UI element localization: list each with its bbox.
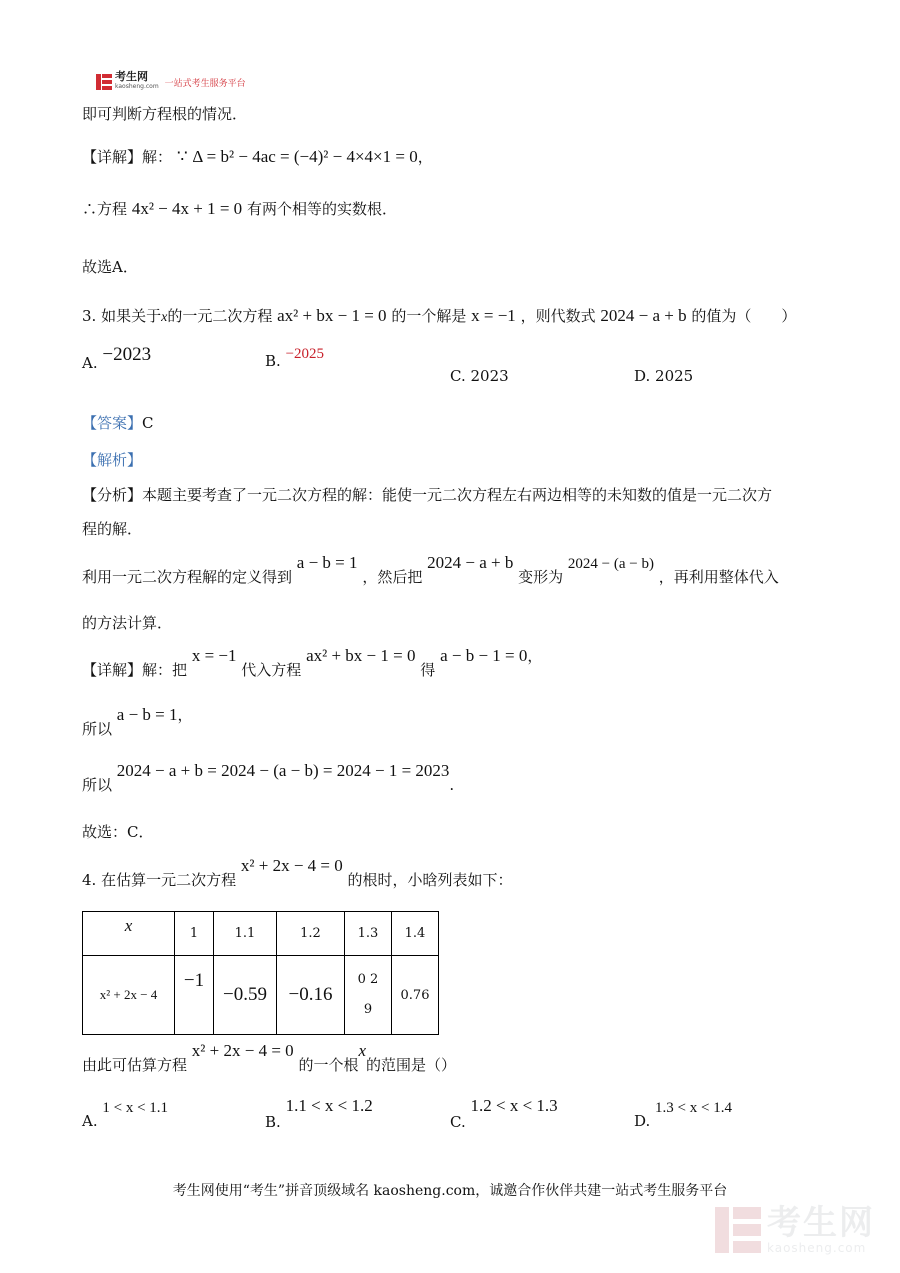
table-cell: −0.59: [214, 956, 277, 1035]
q3-eq-ab: a − b = 1: [296, 553, 358, 572]
q3-analysis-label: 【解析】: [82, 451, 143, 469]
q4-equation: x² + 2x − 4 = 0: [240, 856, 343, 875]
watermark-name: 考生网: [767, 1203, 875, 1243]
q3-final-equation: 2024 − a + b = 2024 − (a − b) = 2024 − 1 = 2023: [116, 761, 450, 780]
site-logo: [96, 72, 246, 92]
prev-detail-line: 【详解】解： ∵ Δ = b² − 4ac = (−4)² − 4×4×1 = 0，: [82, 147, 433, 166]
table-cell: 0.76: [392, 956, 439, 1035]
table-header-x: x: [83, 912, 175, 956]
q3-equation: ax² + bx − 1 = 0: [277, 306, 387, 325]
table-cell: 1.2: [277, 912, 345, 956]
q3-option-d[interactable]: D. 2025: [634, 367, 694, 385]
q4-option-a[interactable]: A. 1 < x < 1.1: [82, 1100, 169, 1130]
table-cell: 1.1: [214, 912, 277, 956]
q3-method-line: 利用一元二次方程解的定义得到 a − b = 1 ，然后把 2024 − a + b 变形为 2024 − (a − b) ，再利用整体代入: [82, 553, 779, 586]
table-cell: −0.16: [277, 956, 345, 1035]
q3-fenxi-line2: 程的解．: [82, 520, 143, 538]
q3-method-end: 的方法计算．: [82, 614, 173, 632]
logo-slogan: 一站式考生服务平台: [164, 78, 246, 89]
q3-choose: 故选：C．: [82, 823, 154, 841]
table-cell: 1.4: [392, 912, 439, 956]
table-cell: 1.3: [345, 912, 392, 956]
q3-detail-line: 【详解】解：把 x = −1 代入方程 ax² + bx − 1 = 0 得 a − b − 1 = 0，: [82, 646, 543, 679]
watermark-mark-icon: [715, 1207, 761, 1253]
q3-answer: 【答案】C: [82, 414, 154, 432]
q3-option-b[interactable]: B. −2025: [265, 346, 325, 370]
q4-option-b[interactable]: B. 1.1 < x < 1.2: [265, 1096, 373, 1131]
q3-so2-line: 所以 2024 − a + b = 2024 − (a − b) = 2024 − 1 = 2023.: [82, 761, 455, 794]
table-cell: 0 2 9: [345, 956, 392, 1035]
q4-stem: 4. 在估算一元二次方程 x² + 2x − 4 = 0 的根时，小晗列表如下：: [82, 856, 513, 889]
logo-domain: kaosheng.com: [115, 83, 159, 90]
watermark-domain: kaosheng.com: [767, 1241, 867, 1255]
prev-equation: 4x² − 4x + 1 = 0: [131, 199, 243, 218]
q3-option-a[interactable]: A. −2023: [82, 344, 152, 372]
delta-formula: Δ = b² − 4ac = (−4)² − 4×4×1 = 0: [192, 147, 418, 166]
table-header-fx: x² + 2x − 4: [83, 956, 175, 1035]
table-cell: 1: [175, 912, 214, 956]
estimate-table: [82, 911, 439, 1035]
q3-stem: 3. 如果关于x的一元二次方程 ax² + bx − 1 = 0 的一个解是 x = −1 ，则代数式 2024 − a + b 的值为（ ）: [82, 306, 797, 325]
watermark-logo: [715, 1205, 875, 1255]
q3-solution: x = −1: [471, 306, 516, 325]
logo-mark-icon: [96, 74, 112, 90]
table-row: [83, 956, 439, 1035]
q3-expression: 2024 − a + b: [600, 306, 687, 325]
q3-so1-line: 所以 a − b = 1，: [82, 705, 193, 738]
q3-fenxi-line1: 【分析】本题主要考查了一元二次方程的解：能使一元二次方程左右两边相等的未知数的值是一元二次方: [82, 486, 773, 504]
table-row: [83, 912, 439, 956]
prev-choice: 故选A．: [82, 258, 138, 276]
q3-number: 3.: [82, 307, 97, 325]
page-footer: 考生网使用“考生”拼音顶级域名 kaosheng.com，诚邀合作伙伴共建一站式考生服务平台: [172, 1183, 728, 1199]
q4-number: 4.: [82, 871, 97, 889]
prev-conclusion-line: ∴方程 4x² − 4x + 1 = 0 有两个相等的实数根．: [82, 199, 397, 218]
q4-question-line: 由此可估算方程 x² + 2x − 4 = 0 的一个根x的范围是（）: [82, 1041, 457, 1074]
q4-option-c[interactable]: C. 1.2 < x < 1.3: [450, 1096, 558, 1131]
q3-option-c[interactable]: C. 2023: [450, 367, 509, 385]
prev-line1: 即可判断方程根的情况．: [82, 105, 248, 123]
table-cell: −1: [175, 956, 214, 1035]
q4-option-d[interactable]: D. 1.3 < x < 1.4: [634, 1100, 732, 1130]
logo-name: 考生网: [115, 70, 148, 83]
